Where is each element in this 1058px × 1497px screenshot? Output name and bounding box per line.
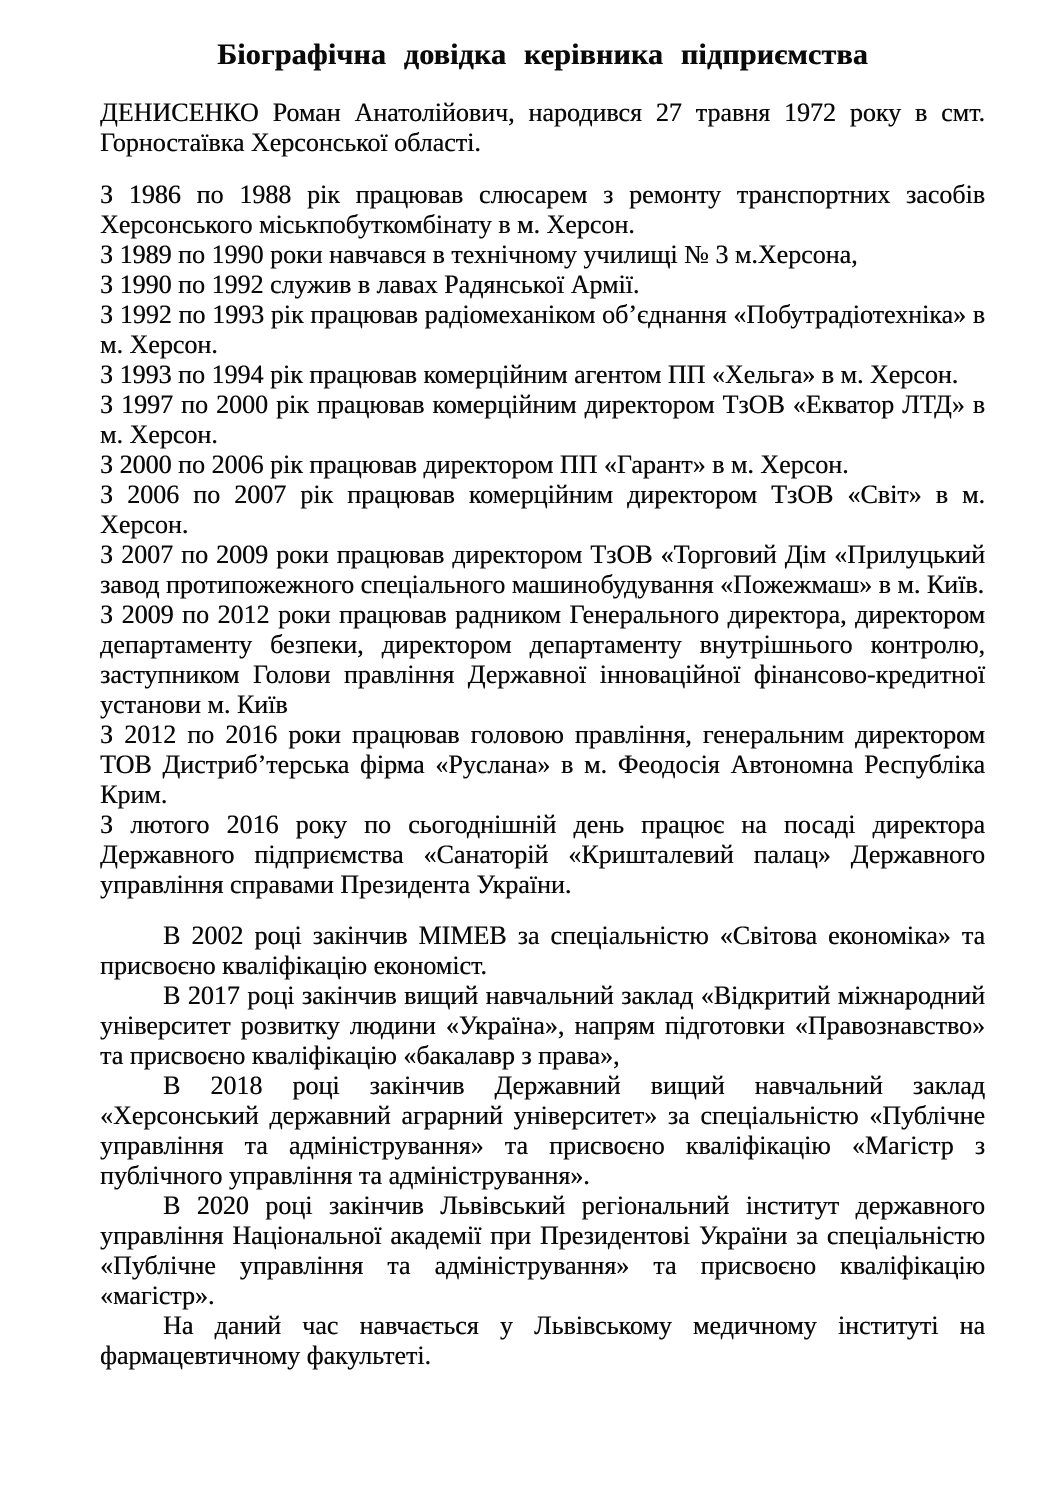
career-paragraph: З 2007 по 2009 роки працював директором ТзОВ «Торговий Дім «Прилуцький завод протипожежного спеціального машинобудування «Пожежмаш» в м. Київ. — [100, 540, 985, 599]
education-paragraph: В 2020 році закінчив Львівський регіональний інститут державного управління Національної академії при Президентові України за спеціальністю «Публічне управління та адміністрування» та присвоєно кваліфікацію «магістр». — [100, 1191, 985, 1310]
career-paragraph: З 2009 по 2012 роки працював радником Генерального директора, директором департаменту безпеки, директором департаменту внутрішнього контролю, заступником Голови правління Державної інноваційної фінансово-кредитної установи м. Київ — [100, 600, 985, 719]
education-paragraph: На даний час навчається у Львівському медичному інституті на фармацевтичному факультеті. — [100, 1311, 985, 1370]
career-paragraph: З 1989 по 1990 роки навчався в технічному училищі № 3 м.Херсона, — [100, 240, 858, 269]
career-paragraph: З 2000 по 2006 рік працював директором ПП «Гарант» в м. Херсон. — [100, 450, 849, 479]
career-paragraph: З 2006 по 2007 рік працював комерційним директором ТзОВ «Світ» в м. Херсон. — [100, 480, 985, 539]
education-paragraph: В 2002 році закінчив МІМЕВ за спеціальністю «Світова економіка» та присвоєно кваліфікацію економіст. — [100, 921, 985, 980]
career-paragraph: З 1992 по 1993 рік працював радіомеханіком об’єднання «Побутрадіотехніка» в м. Херсон. — [100, 300, 985, 359]
education-paragraph: В 2017 році закінчив вищий навчальний заклад «Відкритий міжнародний університет розвитку людини «Україна», напрям підготовки «Правознавство» та присвоєно кваліфікацію «бакалавр з права», — [100, 981, 985, 1070]
education-section — [100, 921, 985, 1371]
document-title: Біографічна довідка керівника підприємства — [217, 38, 868, 71]
career-paragraph: З 1997 по 2000 рік працював комерційним директором ТзОВ «Екватор ЛТД» в м. Херсон. — [100, 390, 985, 449]
career-section — [100, 180, 985, 900]
career-paragraph: З 1986 по 1988 рік працював слюсарем з ремонту транспортних засобів Херсонського міськпобуткомбінату в м. Херсон. — [100, 180, 985, 239]
career-paragraph: З 1990 по 1992 служив в лавах Радянської Армії. — [100, 270, 640, 299]
education-paragraph: В 2018 році закінчив Державний вищий навчальний заклад «Херсонський державний аграрний університет» за спеціальністю «Публічне управління та адміністрування» та присвоєно кваліфікацію «Магістр з публічного управління та адміністрування». — [100, 1071, 985, 1190]
intro-section — [100, 98, 985, 158]
career-paragraph: З 2012 по 2016 роки працював головою правління, генеральним директором ТОВ Дистриб’терська фірма «Руслана» в м. Феодосія Автономна Республіка Крим. — [100, 720, 985, 809]
career-paragraph: З лютого 2016 року по сьогоднішній день працює на посаді директора Державного підприємства «Санаторій «Кришталевий палац» Державного управління справами Президента України. — [100, 810, 985, 899]
intro-paragraph: ДЕНИСЕНКО Роман Анатолійович, народився 27 травня 1972 року в смт. Горностаївка Херсонської області. — [100, 98, 985, 157]
career-paragraph: З 1993 по 1994 рік працював комерційним агентом ПП «Хельга» в м. Херсон. — [100, 360, 959, 389]
